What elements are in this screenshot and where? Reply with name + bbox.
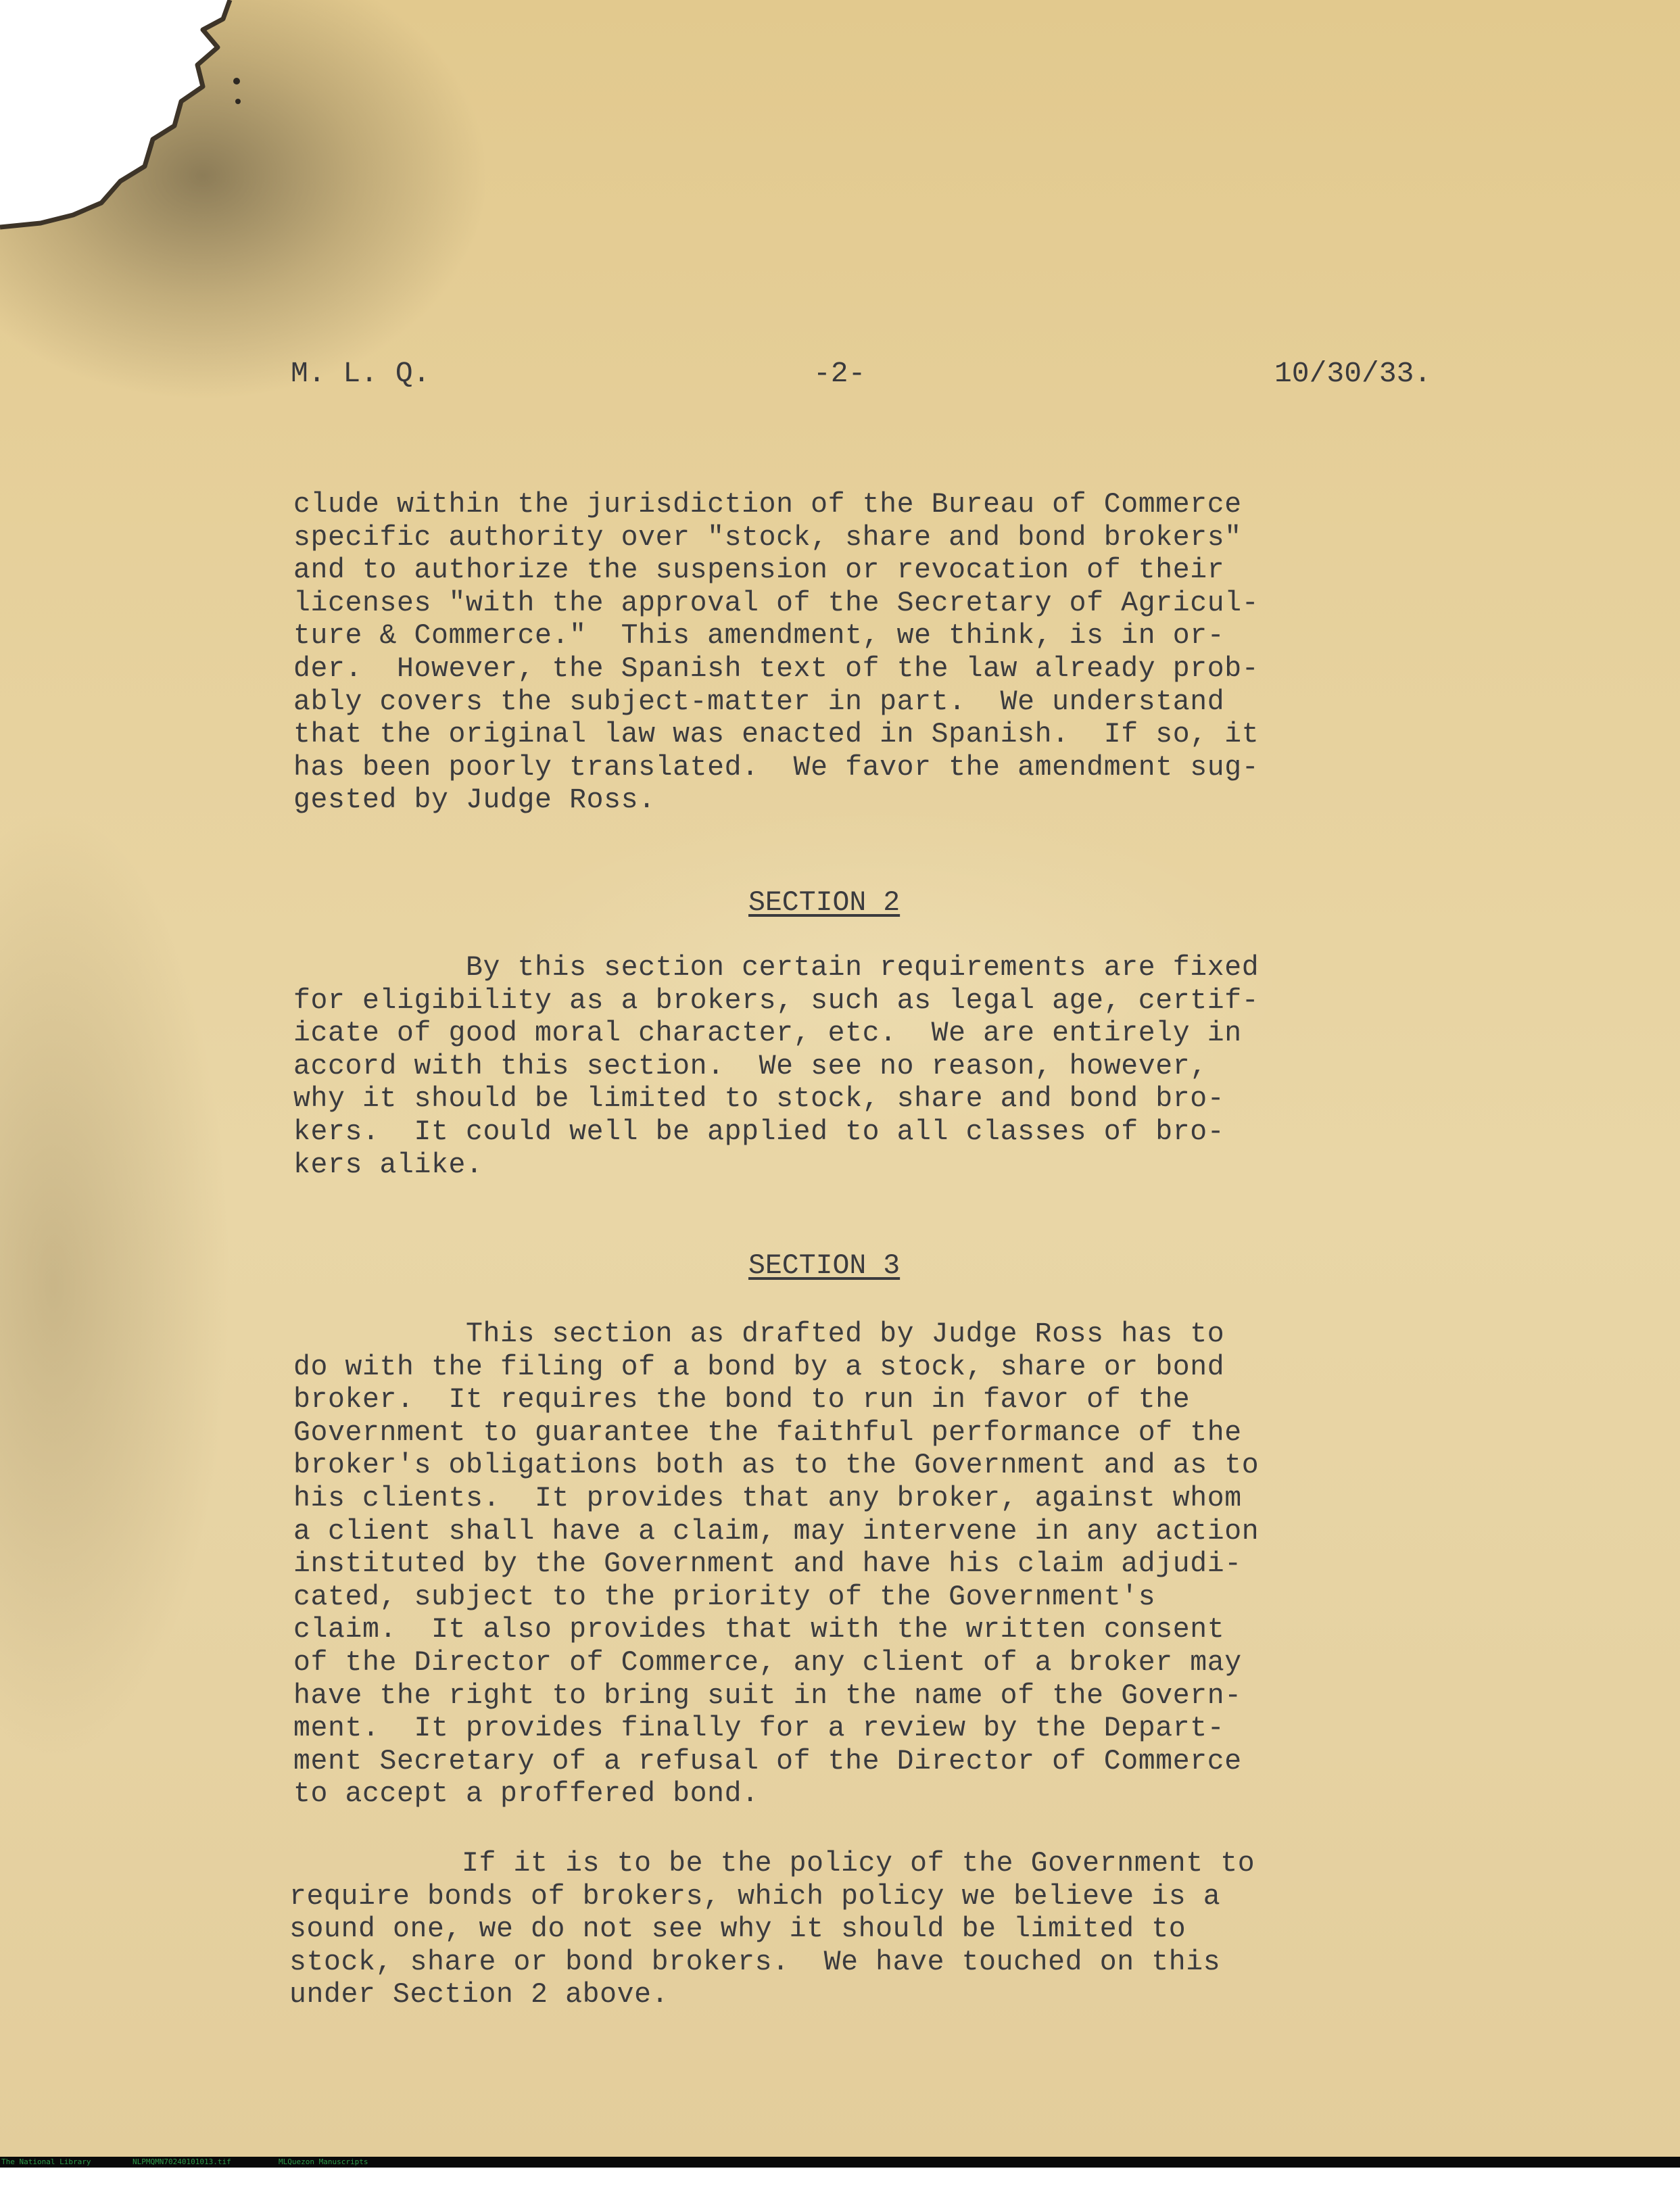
section-2-paragraph — [293, 952, 1259, 1182]
torn-corner-damage — [0, 0, 284, 230]
text-line: for eligibility as a brokers, such as legal age, certif- — [293, 984, 1259, 1017]
text-line: This section as drafted by Judge Ross has to — [293, 1318, 1225, 1350]
text-line: a client shall have a claim, may intervene in any action — [293, 1515, 1259, 1548]
text-line: gested by Judge Ross. — [293, 784, 656, 817]
text-line: icate of good moral character, etc. We are entirely in — [293, 1018, 1242, 1050]
text-line: ably covers the subject-matter in part. We understand — [293, 686, 1225, 718]
text-line: and to authorize the suspension or revocation of their — [293, 554, 1225, 587]
text-line: clude within the jurisdiction of the Bureau of Commerce — [293, 489, 1242, 521]
section-3-heading: SECTION 3 — [748, 1250, 901, 1282]
text-line: under Section 2 above. — [289, 1979, 669, 2011]
text-line: instituted by the Government and have his claim adjudi- — [293, 1548, 1242, 1581]
footer-filename: NLPMQMN70240101013.tif — [133, 2157, 231, 2166]
text-line: have the right to bring suit in the name of the Govern- — [293, 1679, 1242, 1712]
text-line: that the original law was enacted in Spanish. If so, it — [293, 719, 1259, 751]
section-3-paragraph — [293, 1318, 1259, 1811]
text-line: broker. It requires the bond to run in favor of the — [293, 1384, 1191, 1416]
header-date: 10/30/33. — [1274, 357, 1432, 390]
text-line: By this section certain requirements are fixed — [293, 952, 1259, 984]
section-2-heading: SECTION 2 — [748, 887, 901, 919]
text-line: ment. It provides finally for a review by the Depart- — [293, 1713, 1225, 1745]
text-line: broker's obligations both as to the Government and as to — [293, 1450, 1259, 1482]
closing-paragraph — [289, 1848, 1255, 2012]
text-line: specific authority over "stock, share and bond brokers" — [293, 521, 1242, 554]
text-line: to accept a proffered bond. — [293, 1778, 759, 1811]
header-initials: M. L. Q. — [291, 357, 431, 390]
text-line: kers. It could well be applied to all classes of bro- — [293, 1116, 1225, 1148]
text-line: why it should be limited to stock, share and bond bro- — [293, 1083, 1225, 1116]
text-line: his clients. It provides that any broker, against whom — [293, 1482, 1242, 1514]
text-line: of the Director of Commerce, any client of a broker may — [293, 1646, 1242, 1679]
text-line: kers alike. — [293, 1149, 483, 1181]
scan-footer-bar — [0, 2157, 1680, 2168]
text-line: require bonds of brokers, which policy we believe is a — [289, 1880, 1221, 1913]
text-line: accord with this section. We see no reason, however, — [293, 1050, 1207, 1082]
footer-collection: MLQuezon Manuscripts — [279, 2157, 368, 2166]
continuation-paragraph — [293, 489, 1259, 817]
text-line: sound one, we do not see why it should be limited to — [289, 1913, 1186, 1946]
text-line: der. However, the Spanish text of the law already prob- — [293, 652, 1259, 685]
text-line: Government to guarantee the faithful performance of the — [293, 1416, 1242, 1449]
footer-library: The National Library — [1, 2157, 91, 2166]
text-line: stock, share or bond brokers. We have touched on this — [289, 1946, 1221, 1978]
text-line: cated, subject to the priority of the Government's — [293, 1581, 1156, 1613]
header-page-number: -2- — [813, 357, 866, 390]
text-line: do with the filing of a bond by a stock, share or bond — [293, 1351, 1225, 1383]
text-line: claim. It also provides that with the written consent — [293, 1614, 1225, 1646]
text-line: ture & Commerce." This amendment, we think, is in or- — [293, 620, 1225, 652]
text-line: has been poorly translated. We favor the amendment sug- — [293, 751, 1259, 784]
text-line: ment Secretary of a refusal of the Director of Commerce — [293, 1745, 1242, 1777]
text-line: If it is to be the policy of the Government to — [289, 1848, 1255, 1880]
text-line: licenses "with the approval of the Secretary of Agricul- — [293, 587, 1259, 619]
